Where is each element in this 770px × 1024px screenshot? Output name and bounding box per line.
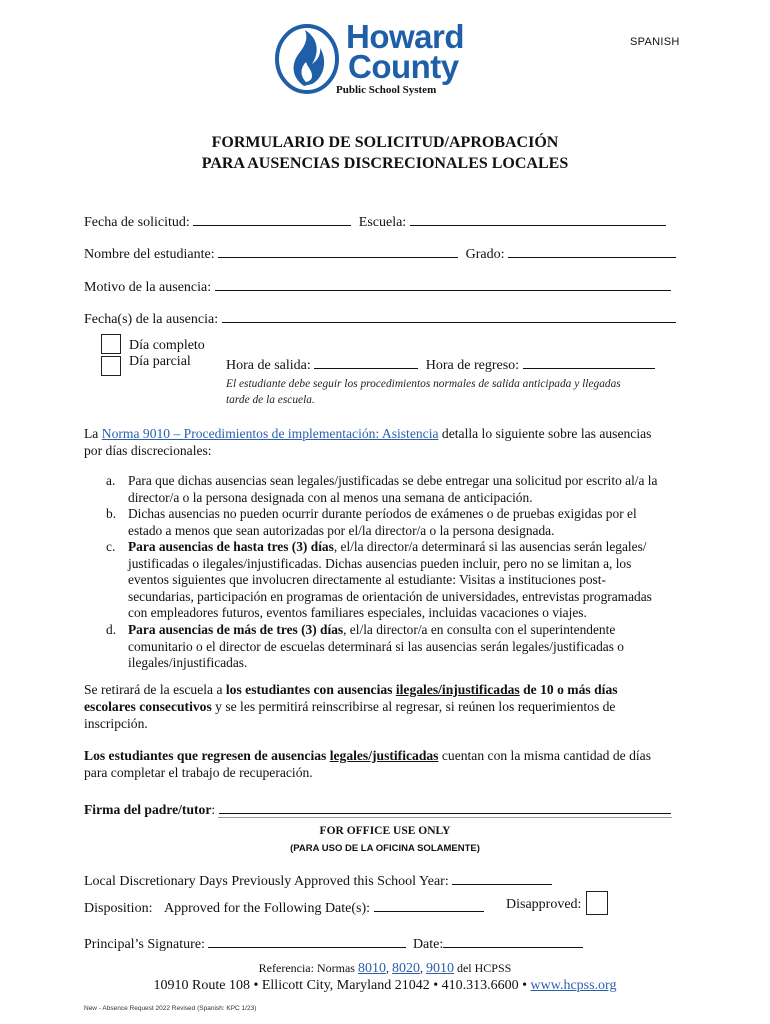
policy-item-letter: c. (106, 539, 116, 554)
footer-ref-separator: , (385, 961, 389, 975)
policy-item-line: con empleadores futuros, eventos familiares especiales, incluidas vacaciones o viajes. (128, 605, 587, 621)
form-title-line1: FORMULARIO DE SOLICITUD/APROBACIÓN (211, 134, 559, 151)
revision-note: New - Absence Request 2022 Revised (Spanish: KPC 1/23) (84, 1005, 257, 1012)
office-heading-en: FOR OFFICE USE ONLY (319, 825, 451, 837)
student-name-field[interactable] (218, 243, 458, 258)
parent-signature-label: Firma del padre/tutor (84, 802, 212, 817)
withdrawal-text: y se les permitirá reinscribirse al regresar, si reúnen los requerimientos de (211, 699, 616, 714)
policy-9010-link[interactable]: Norma 9010 – Procedimientos de implementación: Asistencia (101, 426, 439, 441)
return-paragraph (84, 747, 684, 781)
previous-days-label: Local Discretionary Days Previously Approved this School Year: (84, 874, 449, 889)
student-name-label: Nombre del estudiante: (84, 247, 215, 262)
policy-8020-link[interactable]: 8020 (391, 961, 420, 976)
request-date-label: Fecha de solicitud: (84, 215, 190, 230)
row-principal-signature (84, 933, 583, 953)
withdrawal-bold: escolares consecutivos (84, 699, 212, 714)
policy-item-line: eventos siguientes que involucren directamente al estudiante: Visitas a instituciones post- (128, 572, 606, 588)
principal-date-field[interactable] (443, 933, 583, 948)
footer-address (0, 978, 770, 994)
policy-item-letter: d. (106, 622, 117, 637)
disapproved-checkbox[interactable] (586, 891, 608, 915)
departure-time-label: Hora de salida: (226, 358, 311, 373)
withdrawal-bold: los estudiantes con ausencias (225, 682, 396, 697)
policy-item-line: ilegales/injustificadas. (128, 655, 248, 671)
policy-9010-footer-link[interactable]: 9010 (425, 961, 454, 976)
grade-field[interactable] (508, 243, 676, 258)
row-parent-signature (84, 799, 671, 818)
footer-references (0, 961, 770, 977)
form-title (0, 132, 770, 174)
request-date-field[interactable] (193, 211, 351, 226)
disapproved-label: Disapproved: (506, 897, 582, 912)
policy-item-line: Para que dichas ausencias sean legales/justificadas se debe entregar una solicitud por escrito al/a la (128, 473, 658, 488)
principal-date-label: Date: (412, 937, 444, 952)
parent-signature-colon: : (211, 802, 216, 817)
return-time-label: Hora de regreso: (425, 358, 520, 373)
reason-label: Motivo de la ausencia: (84, 280, 212, 295)
parent-signature-field[interactable] (219, 799, 671, 814)
policy-8010-link[interactable]: 8010 (357, 961, 386, 976)
school-field[interactable] (410, 211, 666, 226)
principal-signature-field[interactable] (208, 933, 406, 948)
row-disposition (84, 897, 484, 917)
partial-day-note-line1: El estudiante debe seguir los procedimientos normales de salida anticipada y llegadas (226, 378, 621, 390)
full-day-label: Día completo (129, 338, 205, 353)
policy-item-letter: a. (106, 473, 116, 488)
return-text: para completar el trabajo de recuperación. (84, 765, 313, 780)
row-previous-days (84, 870, 552, 890)
logo-word-howard: Howard (346, 18, 465, 55)
policy-item-line: director/a o la persona designada con al menos una semana de anticipación. (128, 489, 533, 505)
withdrawal-underline: ilegales/injustificadas (395, 682, 520, 697)
grade-label: Grado: (465, 247, 505, 262)
policy-intro-suffix: detalla lo siguiente sobre las ausencias (441, 426, 652, 441)
office-heading-es: (PARA USO DE LA OFICINA SOLAMENTE) (290, 843, 480, 854)
principal-signature-label: Principal’s Signature: (84, 937, 205, 952)
policy-item-line: justificadas o ilegales/injustificadas. Dichas ausencias pueden incluir, pero no se limitan a, los (128, 555, 632, 571)
hcpss-logo (274, 18, 496, 98)
office-divider (218, 817, 672, 818)
logo-word-county: County (348, 48, 459, 85)
policy-item-line: estado a menos que sean autorizadas por el/la director/a o la persona designada. (128, 522, 555, 538)
absence-dates-label: Fecha(s) de la ausencia: (84, 312, 219, 327)
return-bold: Los estudiantes que regresen de ausencias (84, 748, 330, 763)
footer-ref-prefix: Referencia: Normas (258, 961, 355, 975)
footer-ref-separator: , (419, 961, 423, 975)
policy-item-line: , el/la director/a determinará si las ausencias serán legales/ (333, 539, 647, 554)
withdrawal-text: Se retirará de la escuela a (84, 682, 226, 697)
return-text: cuentan con la misma cantidad de días (438, 748, 651, 763)
partial-day-note-line2: tarde de la escuela. (226, 394, 315, 406)
policy-item-line: secundarias, participación en programas de orientación de universidades, entrevistas programadas (128, 588, 652, 604)
website-link[interactable]: www.hcpss.org (530, 978, 617, 993)
row-absence-dates (84, 308, 676, 328)
withdrawal-paragraph (84, 681, 684, 732)
flame-emblem-icon (274, 22, 344, 94)
disposition-label: Disposition: (84, 901, 153, 916)
row-request-date-school (84, 211, 666, 231)
row-partial-times (226, 354, 655, 374)
language-tag: SPANISH (630, 36, 680, 48)
row-student-grade (84, 243, 676, 263)
withdrawal-bold: de 10 o más días (519, 682, 618, 697)
form-title-line2: PARA AUSENCIAS DISCRECIONALES LOCALES (201, 155, 569, 172)
full-day-checkbox[interactable] (101, 334, 121, 354)
policy-item-line: Dichas ausencias no pueden ocurrir durante períodos de exámenes o de pruebas exigidas por el (128, 506, 637, 521)
policy-item-letter: b. (106, 506, 117, 521)
absence-dates-field[interactable] (222, 308, 676, 323)
policy-intro-prefix: La (84, 426, 99, 441)
return-time-field[interactable] (523, 354, 655, 369)
departure-time-field[interactable] (314, 354, 418, 369)
footer-ref-suffix: del HCPSS (456, 961, 512, 975)
approved-dates-field[interactable] (374, 897, 484, 912)
policy-item-bold: Para ausencias de más de tres (3) días (128, 622, 344, 637)
return-underline: legales/justificadas (329, 748, 439, 763)
policy-item-bold: Para ausencias de hasta tres (3) días (128, 539, 334, 554)
row-reason (84, 276, 671, 296)
footer-address-text: 10910 Route 108 • Ellicott City, Maryland 21042 • 410.313.6600 • (153, 978, 528, 993)
previous-days-field[interactable] (452, 870, 552, 885)
policy-item-line: , el/la director/a en consulta con el superintendente (343, 622, 616, 637)
policy-item-line: comunitario o el director de escuelas determinará si las ausencias serán legales/justificadas o (128, 638, 625, 654)
partial-day-label: Día parcial (129, 354, 191, 369)
withdrawal-text: inscripción. (84, 716, 148, 731)
approved-dates-label: Approved for the Following Date(s): (163, 901, 371, 916)
partial-day-checkbox[interactable] (101, 356, 121, 376)
reason-field[interactable] (215, 276, 671, 291)
partial-day-note (226, 376, 621, 408)
logo-subtitle: Public School System (336, 84, 437, 96)
policy-intro (84, 425, 704, 459)
policy-intro-line2: por días discrecionales: (84, 443, 212, 458)
school-label: Escuela: (358, 215, 407, 230)
